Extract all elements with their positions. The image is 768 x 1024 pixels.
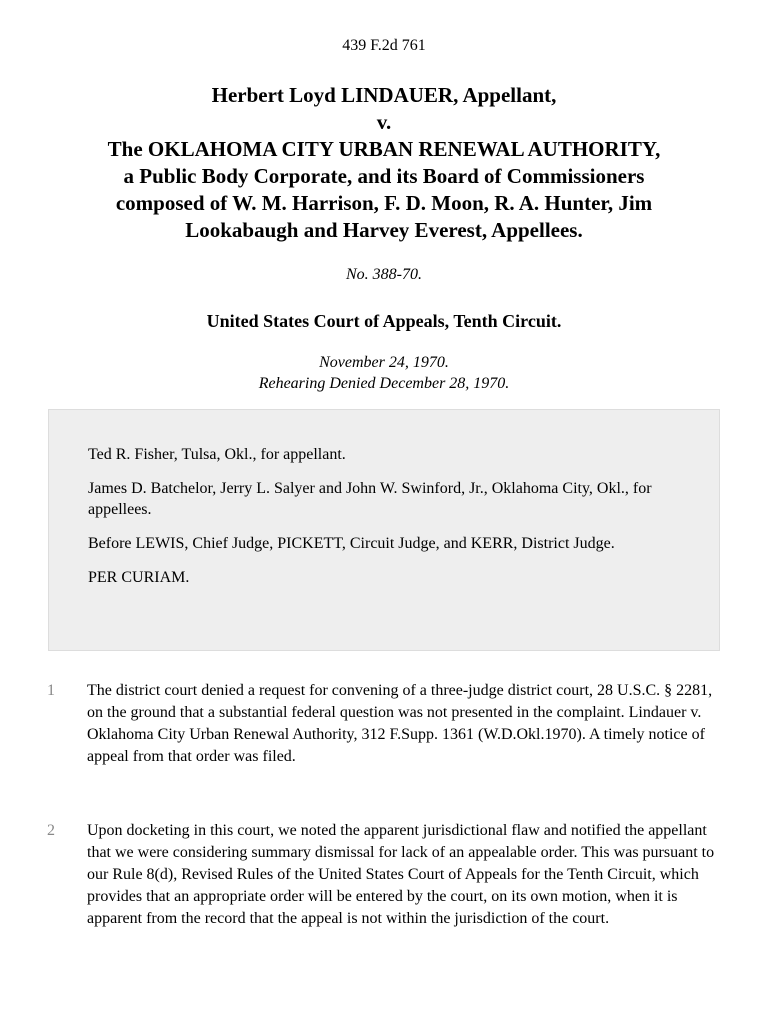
paragraph-text: Upon docketing in this court, we noted the apparent jurisdictional flaw and notified the appellant that we were considering summary dismissal for lack of an appealable order. This was pursuant to our Rule 8(d), Revised Rules of the United States Court of Appeals for the Tenth Circuit, which provides that an appropriate order will be entered by the court, on its own motion, when it is apparent from the record that the appeal is not within the jurisdiction of the court. xyxy=(87,822,715,927)
decided-date: November 24, 1970. xyxy=(319,354,449,371)
case-citation: 439 F.2d 761 xyxy=(342,37,426,54)
appellee-counsel: James D. Batchelor, Jerry L. Salyer and John W. Swinford, Jr., Oklahoma City, Okl., for appellees. xyxy=(88,480,652,518)
case-title-line: Lookabaugh and Harvey Everest, Appellees. xyxy=(185,218,583,242)
case-title-line: a Public Body Corporate, and its Board of Commissioners xyxy=(123,164,645,188)
case-title-line: v. xyxy=(376,110,392,134)
decision-dates xyxy=(0,352,768,394)
judge-panel: Before LEWIS, Chief Judge, PICKETT, Circuit Judge, and KERR, District Judge. xyxy=(88,535,615,552)
docket-number: No. 388-70. xyxy=(346,266,422,283)
rehearing-date: Rehearing Denied December 28, 1970. xyxy=(258,375,510,392)
appellant-counsel: Ted R. Fisher, Tulsa, Okl., for appellant. xyxy=(88,446,346,463)
case-title-line: composed of W. M. Harrison, F. D. Moon, R. A. Hunter, Jim xyxy=(115,191,653,215)
paragraph-number: 2 xyxy=(47,822,55,839)
paragraph-number: 1 xyxy=(47,682,55,699)
paragraph-text: The district court denied a request for convening of a three-judge district court, 28 U.S.C. § 2281, on the ground that a substantial federal question was not presented in the complaint. Lindauer v. Oklahoma City Urban Renewal Authority, 312 F.Supp. 1361 (W.D.Okl.1970). A timely notice of appeal from that order was filed. xyxy=(87,682,713,765)
case-title-line: The OKLAHOMA CITY URBAN RENEWAL AUTHORITY, xyxy=(107,137,661,161)
case-title xyxy=(40,82,728,244)
counsel-box xyxy=(48,409,720,651)
per-curiam: PER CURIAM. xyxy=(88,569,190,586)
court-name: United States Court of Appeals, Tenth Circuit. xyxy=(206,311,562,331)
case-title-line: Herbert Loyd LINDAUER, Appellant, xyxy=(211,83,557,107)
